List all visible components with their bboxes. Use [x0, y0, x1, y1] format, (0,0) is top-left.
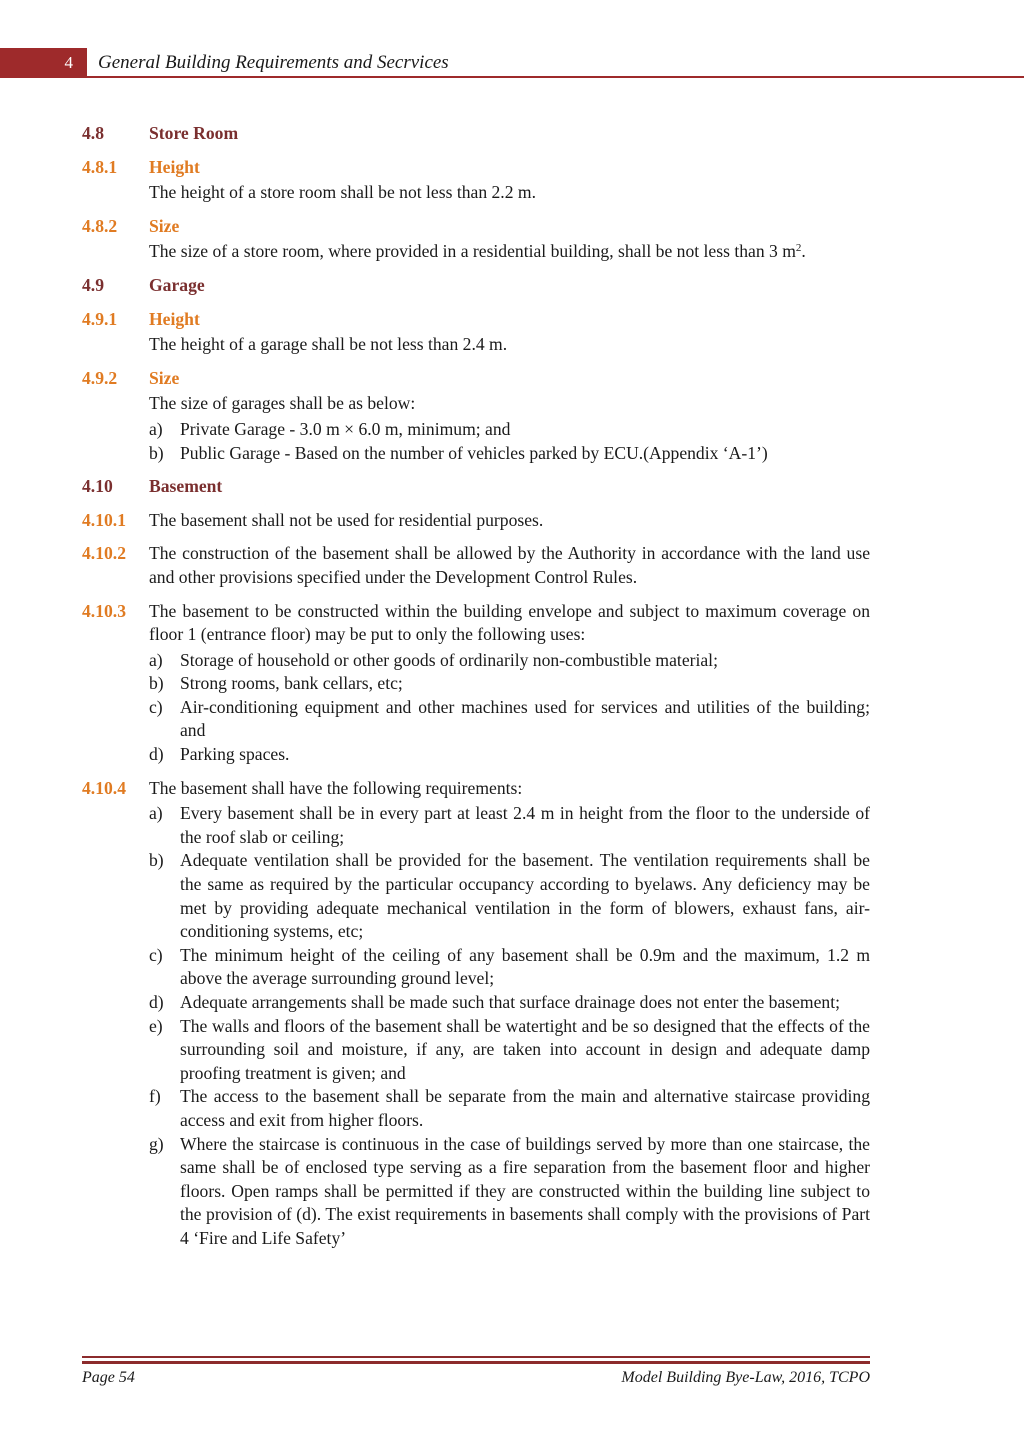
clause-text: The basement shall have the following requirements:	[149, 777, 523, 798]
section-heading	[82, 122, 870, 146]
clause-number: 4.10.1	[82, 509, 126, 530]
list-item	[149, 743, 870, 767]
list-item	[149, 1015, 870, 1086]
document-body	[82, 122, 870, 1251]
paragraph	[149, 240, 870, 264]
list-item-text: Every basement shall be in every part at least 2.4 m in height from the floor to the underside of the roof slab or ceiling;	[180, 803, 870, 847]
clause	[82, 777, 870, 801]
subsection-title: Size	[149, 367, 180, 388]
subsection-heading	[82, 215, 870, 239]
list-item	[149, 1133, 870, 1251]
chapter-number-box	[0, 48, 87, 78]
clause	[82, 600, 870, 647]
section-number: 4.9	[82, 274, 104, 295]
list-item-text: Private Garage - 3.0 m × 6.0 m, minimum; and	[180, 418, 511, 439]
list-item-text: Where the staircase is continuous in the case of buildings served by more than one staircase, the same shall be of enclosed type serving as a fire separation from the basement floor and higher floors. Open ramps shall be permitted if they are constructed within the building line subject to the provision of (d). The exist requirements in basements shall comply with the provisions of Part 4 ‘Fire and Life Safety’	[180, 1133, 870, 1248]
list-marker: b)	[149, 850, 164, 871]
subsection-heading	[82, 156, 870, 180]
list-item	[149, 649, 870, 673]
list-item-text: Parking spaces.	[180, 744, 290, 765]
list-item	[149, 672, 870, 696]
list	[149, 802, 870, 1250]
section-title: Store Room	[149, 123, 239, 143]
list-item-text: Adequate ventilation shall be provided for the basement. The ventilation requirements shall be the same as required by the particular occupancy according to byelaws. Any deficiency may be met by providing adequate mechanical ventilation in the form of blowers, exhaust fans, air-conditioning systems, etc;	[180, 850, 870, 942]
list-item-text: Storage of household or other goods of ordinarily non-combustible material;	[180, 649, 718, 670]
list-item-text: Public Garage - Based on the number of vehicles parked by ECU.(Appendix ‘A-1’)	[180, 442, 768, 463]
list-item	[149, 849, 870, 943]
subsection-heading	[82, 367, 870, 391]
list-marker: c)	[149, 944, 163, 965]
list-item-text: The minimum height of the ceiling of any basement shall be 0.9m and the maximum, 1.2 m above the average surrounding ground level;	[180, 944, 870, 989]
list	[149, 418, 870, 465]
list-item	[149, 944, 870, 991]
chapter-number: 4	[64, 53, 73, 72]
list-item-text: The walls and floors of the basement shall be watertight and be so designed that the effects of the surrounding soil and moisture, if any, are taken into account in design and adequate damp proofing treatment is given; and	[180, 1015, 870, 1083]
subsection-number: 4.9.2	[82, 367, 118, 388]
list-item	[149, 442, 870, 466]
footer-source: Model Building Bye-Law, 2016, TCPO	[621, 1369, 870, 1386]
clause-number: 4.10.3	[82, 600, 126, 621]
list-item	[149, 696, 870, 743]
list-item-text: Strong rooms, bank cellars, etc;	[180, 673, 403, 694]
list-item-text: The access to the basement shall be separate from the main and alternative staircase providing access and exit from higher floors.	[180, 1086, 870, 1130]
paragraph-tail: .	[801, 241, 806, 262]
section-title: Basement	[149, 476, 223, 497]
clause-number: 4.10.2	[82, 543, 126, 564]
list-marker: a)	[149, 803, 163, 824]
list-marker: b)	[149, 673, 164, 694]
section-number: 4.8	[82, 123, 104, 143]
list-item-text: Adequate arrangements shall be made such that surface drainage does not enter the basement;	[180, 992, 840, 1012]
subsection-number: 4.8.1	[82, 156, 118, 177]
list-item	[149, 418, 870, 442]
clause	[82, 509, 870, 533]
clause-text: The construction of the basement shall be allowed by the Authority in accordance with the land use and other provisions specified under the Development Control Rules.	[149, 543, 870, 587]
list-marker: a)	[149, 649, 163, 670]
subsection-number: 4.9.1	[82, 308, 118, 329]
list-item	[149, 802, 870, 849]
paragraph: The height of a store room shall be not less than 2.2 m.	[149, 182, 536, 203]
superscript: 2	[795, 242, 802, 255]
header-rule	[87, 76, 1024, 78]
section-title: Garage	[149, 274, 205, 295]
subsection-title: Size	[149, 215, 180, 236]
footer-rule	[82, 1356, 870, 1358]
paragraph-text: The size of a store room, where provided in a residential building, shall be not less than 3 m	[149, 241, 796, 262]
clause-number: 4.10.4	[82, 777, 126, 798]
section-heading	[82, 274, 870, 298]
list-marker: c)	[149, 696, 163, 717]
list-marker: b)	[149, 442, 164, 463]
subsection-title: Height	[149, 156, 200, 177]
list-marker: g)	[149, 1133, 164, 1154]
page-number: Page 54	[82, 1369, 135, 1386]
list	[149, 649, 870, 767]
list-marker: f)	[149, 1086, 161, 1107]
paragraph: The size of garages shall be as below:	[149, 393, 416, 414]
clause-text: The basement to be constructed within the building envelope and subject to maximum coverage on floor 1 (entrance floor) may be put to only the following uses:	[149, 600, 870, 645]
clause	[82, 542, 870, 589]
subsection-number: 4.8.2	[82, 215, 118, 236]
subsection-heading	[82, 308, 870, 332]
list-marker: e)	[149, 1015, 163, 1036]
section-number: 4.10	[82, 476, 113, 497]
list-marker: a)	[149, 418, 163, 439]
page-header	[0, 48, 1024, 78]
list-item	[149, 991, 870, 1015]
list-marker: d)	[149, 992, 164, 1012]
clause-text: The basement shall not be used for residential purposes.	[149, 509, 544, 530]
subsection-title: Height	[149, 308, 200, 329]
footer-rule	[82, 1361, 870, 1364]
paragraph: The height of a garage shall be not less than 2.4 m.	[149, 334, 508, 355]
list-marker: d)	[149, 744, 164, 765]
section-heading	[82, 475, 870, 499]
chapter-title: General Building Requirements and Secrvices	[98, 52, 449, 73]
list-item	[149, 1085, 870, 1132]
list-item-text: Air-conditioning equipment and other machines used for services and utilities of the building; and	[180, 696, 870, 741]
